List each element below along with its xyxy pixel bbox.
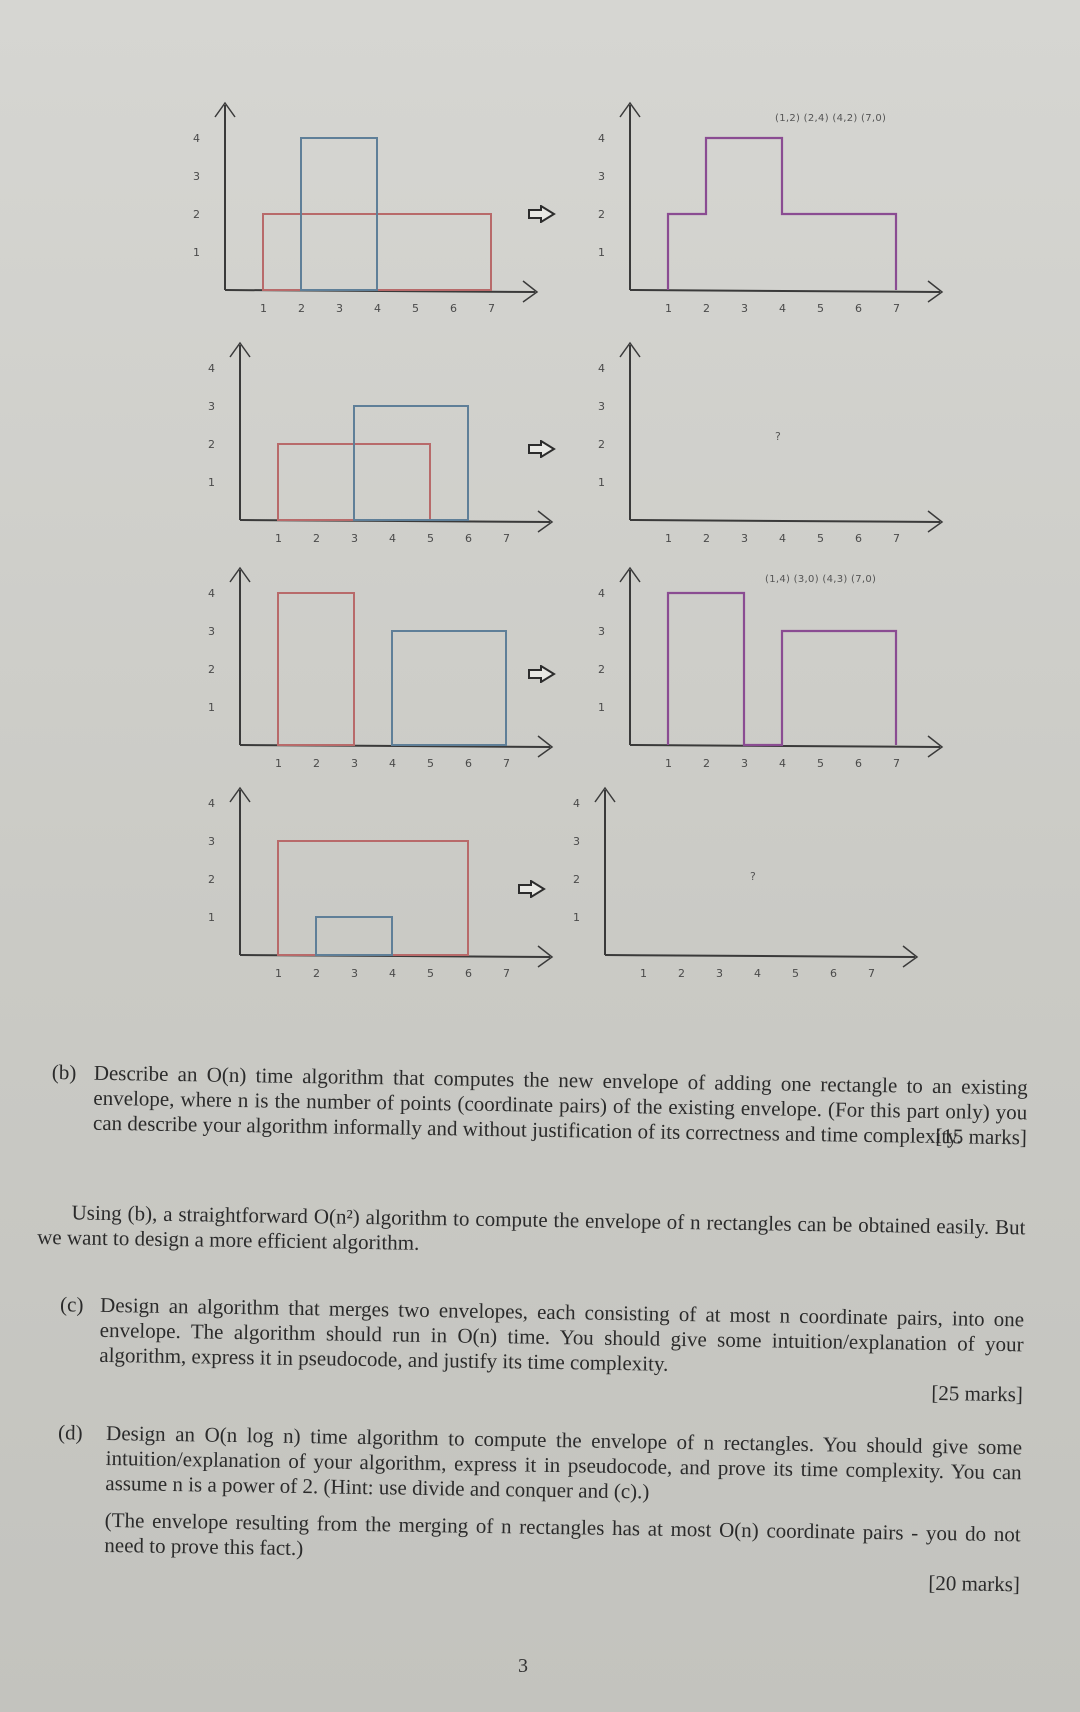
x-tick-label: 4	[754, 967, 761, 980]
x-tick-label: 2	[678, 967, 685, 980]
x-tick-label: 7	[893, 532, 900, 545]
x-tick-label: 5	[817, 532, 824, 545]
y-tick-label: 3	[573, 835, 580, 848]
y-tick-label: 3	[598, 625, 605, 638]
x-tick-label: 5	[817, 757, 824, 770]
x-tick-label: 4	[389, 757, 396, 770]
question-b-label: (b)	[51, 1060, 77, 1085]
unknown-envelope-marker: ?	[750, 869, 756, 883]
question-c-marks: [25 marks]	[931, 1380, 1024, 1407]
x-tick-label: 2	[313, 532, 320, 545]
input-rectangles-panel-1	[180, 95, 540, 335]
x-tick-label: 4	[389, 532, 396, 545]
x-tick-label: 7	[893, 302, 900, 315]
y-tick-label: 4	[193, 132, 200, 145]
y-tick-label: 4	[573, 797, 580, 810]
x-tick-label: 6	[830, 967, 837, 980]
envelope-coordinates-label: (1,4) (3,0) (4,3) (7,0)	[765, 574, 877, 585]
x-tick-label: 2	[703, 532, 710, 545]
x-tick-label: 1	[665, 302, 672, 315]
y-tick-label: 4	[598, 132, 605, 145]
y-tick-label: 2	[208, 873, 215, 886]
question-d-label: (d)	[57, 1420, 83, 1445]
x-tick-label: 7	[488, 302, 495, 315]
blue-rectangle	[316, 917, 392, 955]
right-arrow-icon	[528, 205, 556, 228]
x-tick-label: 3	[741, 532, 748, 545]
x-tick-label: 3	[351, 532, 358, 545]
output-4-axes	[573, 788, 917, 980]
question-c-text: Design an algorithm that merges two envelopes, each consisting of at most n coordinate pairs, into one envelope. The algorithm should run in O(n) time. You should give some intuition/explanation of your algorithm, express it in pseudocode, and justify its time complexity.	[99, 1292, 1025, 1376]
x-tick-label: 4	[389, 967, 396, 980]
red-rectangle	[278, 841, 468, 955]
right-arrow-icon	[518, 880, 546, 903]
question-b	[47, 1060, 1028, 1150]
intro-paragraph-wrap	[37, 1200, 1026, 1266]
page-number: 3	[518, 1655, 528, 1677]
x-tick-label: 1	[275, 532, 282, 545]
y-tick-label: 3	[208, 625, 215, 638]
y-tick-label: 3	[598, 400, 605, 413]
x-tick-label: 6	[855, 302, 862, 315]
x-tick-label: 2	[313, 967, 320, 980]
x-tick-label: 3	[351, 967, 358, 980]
output-envelope-panel-4	[560, 780, 920, 1000]
x-tick-label: 6	[465, 757, 472, 770]
y-tick-label: 4	[208, 587, 215, 600]
x-tick-label: 6	[465, 967, 472, 980]
envelope-outline	[668, 593, 896, 745]
x-tick-label: 5	[427, 757, 434, 770]
y-tick-label: 2	[193, 208, 200, 221]
x-tick-label: 7	[503, 757, 510, 770]
input-3-axes	[208, 568, 552, 770]
y-tick-label: 2	[208, 663, 215, 676]
question-d-note: (The envelope resulting from the merging of n rectangles has at most O(n) coordinate pairs - you do not need to prove this fact.)	[104, 1507, 1021, 1561]
input-rectangles-panel-4	[195, 780, 555, 1000]
y-tick-label: 1	[598, 246, 605, 259]
question-b-text: Describe an O(n) time algorithm that computes the new envelope of adding one rectangle to an existing envelope, where n is the number of points (coordinate pairs) of the existing envelope. (For this part only) you can describe your algorithm informally and without justification of its correctness and time complexity.	[92, 1060, 1028, 1149]
x-tick-label: 7	[503, 532, 510, 545]
input-1-axes	[193, 103, 537, 315]
y-tick-label: 2	[208, 438, 215, 451]
input-4-axes	[208, 788, 552, 980]
output-envelope-panel-1	[585, 95, 945, 335]
question-d	[56, 1420, 1022, 1597]
x-tick-label: 3	[741, 757, 748, 770]
x-tick-label: 3	[336, 302, 343, 315]
x-tick-label: 5	[427, 532, 434, 545]
x-tick-label: 1	[275, 967, 282, 980]
x-tick-label: 2	[703, 757, 710, 770]
x-tick-label: 3	[741, 302, 748, 315]
x-tick-label: 5	[817, 302, 824, 315]
y-tick-label: 1	[598, 701, 605, 714]
x-tick-label: 7	[868, 967, 875, 980]
y-tick-label: 2	[598, 208, 605, 221]
y-tick-label: 1	[193, 246, 200, 259]
x-tick-label: 2	[313, 757, 320, 770]
y-tick-label: 3	[208, 835, 215, 848]
x-tick-label: 7	[893, 757, 900, 770]
y-tick-label: 1	[598, 476, 605, 489]
envelope-outline	[668, 138, 896, 290]
x-tick-label: 4	[374, 302, 381, 315]
question-d-text: Design an O(n log n) time algorithm to compute the envelope of n rectangles. You should give some intuition/explanation of your algorithm, express it in pseudocode, and prove its time complexity. You can assume n is a power of 2. (Hint: use divide and conquer and (c).)	[105, 1420, 1023, 1504]
questions-block	[39, 1060, 1028, 1635]
question-b-marks: [15 marks]	[935, 1123, 1028, 1150]
x-tick-label: 6	[450, 302, 457, 315]
x-tick-label: 4	[779, 532, 786, 545]
x-tick-label: 3	[351, 757, 358, 770]
input-rectangles-panel-2	[195, 335, 555, 565]
blue-rectangle	[392, 631, 506, 745]
x-tick-label: 1	[665, 757, 672, 770]
x-tick-label: 1	[640, 967, 647, 980]
x-tick-label: 1	[275, 757, 282, 770]
output-envelope-panel-2	[585, 335, 945, 565]
y-tick-label: 4	[208, 362, 215, 375]
y-tick-label: 2	[573, 873, 580, 886]
envelope-coordinates-label: (1,2) (2,4) (4,2) (7,0)	[775, 113, 887, 124]
x-tick-label: 4	[779, 302, 786, 315]
output-2-axes	[598, 343, 942, 545]
output-3-axes	[598, 568, 942, 770]
y-tick-label: 2	[598, 438, 605, 451]
x-tick-label: 2	[298, 302, 305, 315]
blue-rectangle	[354, 406, 468, 520]
x-tick-label: 1	[665, 532, 672, 545]
x-tick-label: 3	[716, 967, 723, 980]
y-tick-label: 1	[208, 701, 215, 714]
red-rectangle	[278, 593, 354, 745]
y-tick-label: 3	[598, 170, 605, 183]
unknown-envelope-marker: ?	[775, 429, 781, 443]
x-tick-label: 5	[792, 967, 799, 980]
x-tick-label: 1	[260, 302, 267, 315]
x-tick-label: 6	[465, 532, 472, 545]
y-tick-label: 4	[208, 797, 215, 810]
x-tick-label: 2	[703, 302, 710, 315]
right-arrow-icon	[528, 440, 556, 463]
x-tick-label: 6	[855, 532, 862, 545]
x-tick-label: 4	[779, 757, 786, 770]
x-tick-label: 6	[855, 757, 862, 770]
output-envelope-panel-3	[585, 560, 945, 790]
question-d-marks: [20 marks]	[928, 1570, 1021, 1597]
y-tick-label: 2	[598, 663, 605, 676]
input-rectangles-panel-3	[195, 560, 555, 790]
y-tick-label: 1	[573, 911, 580, 924]
y-tick-label: 3	[193, 170, 200, 183]
x-tick-label: 5	[412, 302, 419, 315]
y-tick-label: 3	[208, 400, 215, 413]
question-c	[59, 1292, 1024, 1407]
y-tick-label: 4	[598, 362, 605, 375]
y-tick-label: 1	[208, 476, 215, 489]
question-c-label: (c)	[59, 1292, 84, 1317]
intro-paragraph: Using (b), a straightforward O(n²) algorithm to compute the envelope of n rectangles can be obtained easily. But we want to design a more efficient algorithm.	[37, 1200, 1026, 1255]
x-tick-label: 7	[503, 967, 510, 980]
output-1-axes	[598, 103, 942, 315]
y-tick-label: 4	[598, 587, 605, 600]
y-tick-label: 1	[208, 911, 215, 924]
right-arrow-icon	[528, 665, 556, 688]
x-tick-label: 5	[427, 967, 434, 980]
